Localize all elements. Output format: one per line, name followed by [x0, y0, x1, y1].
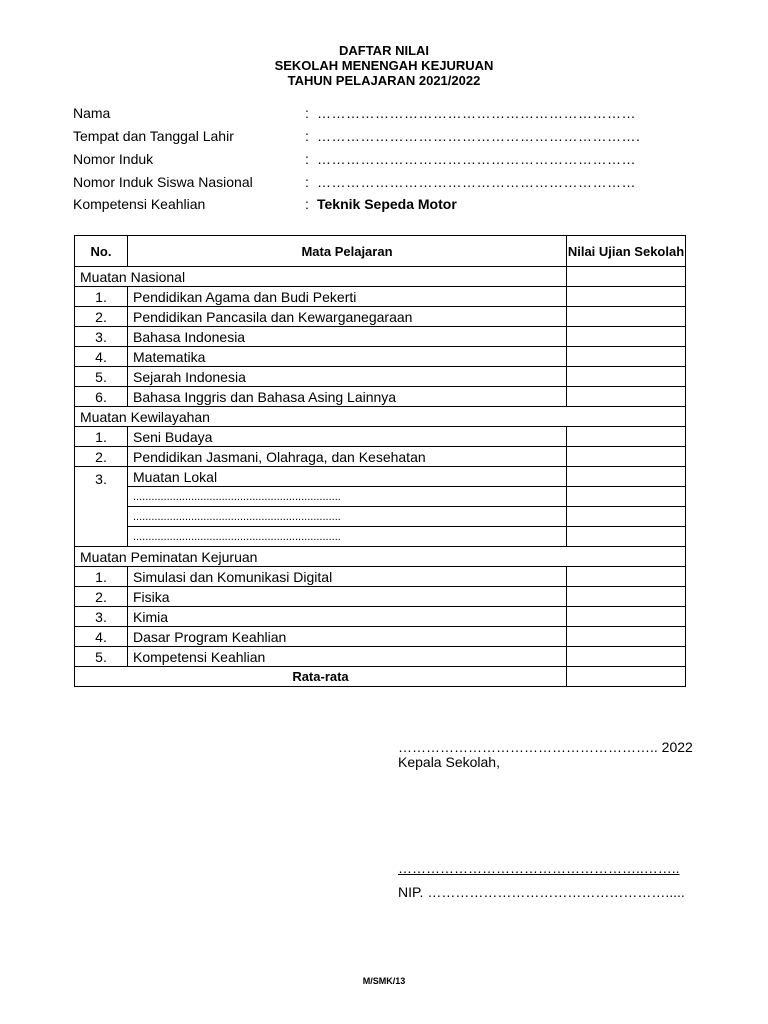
subject-name: Sejarah Indonesia — [128, 367, 567, 387]
row-number: 4. — [75, 347, 128, 367]
row-number: 3. — [75, 327, 128, 347]
table-row — [75, 387, 686, 407]
score-cell[interactable] — [567, 507, 686, 527]
header-subject: Mata Pelajaran — [128, 236, 567, 267]
row-number: 1. — [75, 567, 128, 587]
document-subtitle-school: SEKOLAH MENENGAH KEJURUAN — [274, 58, 494, 73]
score-cell[interactable] — [567, 347, 686, 367]
score-cell[interactable] — [567, 647, 686, 667]
subject-name: Pendidikan Pancasila dan Kewarganegaraan — [128, 307, 567, 327]
score-cell[interactable] — [567, 587, 686, 607]
table-row — [75, 467, 686, 487]
subject-name: Kompetensi Keahlian — [128, 647, 567, 667]
table-row — [75, 447, 686, 467]
row-number: 4. — [75, 627, 128, 647]
grades-table — [74, 235, 686, 687]
info-colon: : — [305, 151, 309, 167]
info-value: ………………………………………………………… — [317, 151, 636, 167]
average-label: Rata-rata — [75, 667, 567, 687]
info-value: Teknik Sepeda Motor — [317, 196, 457, 212]
row-number: 3. — [75, 607, 128, 627]
info-label: Nama — [73, 105, 111, 121]
signature-role: Kepala Sekolah, — [398, 754, 500, 770]
local-subject-blank[interactable]: .................................................................... — [128, 487, 567, 507]
subject-name: Kimia — [128, 607, 567, 627]
section-title: Muatan Kewilayahan — [75, 407, 686, 427]
row-number: 5. — [75, 647, 128, 667]
subject-name: Matematika — [128, 347, 567, 367]
form-code: M/SMK/13 — [362, 976, 406, 986]
score-cell[interactable] — [567, 527, 686, 547]
section-row — [75, 407, 686, 427]
score-cell[interactable] — [567, 467, 686, 487]
row-number: 1. — [75, 287, 128, 307]
average-row — [75, 667, 686, 687]
score-cell[interactable] — [567, 307, 686, 327]
row-number: 3. — [75, 467, 128, 547]
subject-name: Fisika — [128, 587, 567, 607]
signature-date: ……………………………………………….. 2022 — [398, 739, 693, 755]
row-number: 1. — [75, 427, 128, 447]
row-number: 6. — [75, 387, 128, 407]
subject-name: Seni Budaya — [128, 427, 567, 447]
table-header-row — [75, 236, 686, 267]
info-value: ………………………………………………………… — [317, 174, 636, 190]
score-cell[interactable] — [567, 447, 686, 467]
score-cell[interactable] — [567, 607, 686, 627]
table-row — [75, 287, 686, 307]
table-row — [75, 587, 686, 607]
info-colon: : — [305, 196, 309, 212]
info-label: Tempat dan Tanggal Lahir — [73, 128, 234, 144]
info-colon: : — [305, 174, 309, 190]
local-subject-blank[interactable]: .................................................................... — [128, 507, 567, 527]
info-value: …………………………………………………………. — [317, 128, 641, 144]
table-row — [75, 527, 686, 547]
document-subtitle-year: TAHUN PELAJARAN 2021/2022 — [287, 73, 481, 88]
info-label: Kompetensi Keahlian — [73, 196, 206, 212]
average-score-cell[interactable] — [567, 667, 686, 687]
signature-name-line: ……………………………………………..…….. — [398, 860, 680, 876]
document-title: DAFTAR NILAI — [338, 43, 430, 58]
local-subject-blank[interactable]: .................................................................... — [128, 527, 567, 547]
info-colon: : — [305, 105, 309, 121]
section-title: Muatan Nasional — [75, 267, 567, 287]
table-row — [75, 607, 686, 627]
subject-name: Bahasa Inggris dan Bahasa Asing Lainnya — [128, 387, 567, 407]
info-colon: : — [305, 128, 309, 144]
score-cell[interactable] — [567, 487, 686, 507]
table-row — [75, 487, 686, 507]
table-row — [75, 627, 686, 647]
subject-name: Pendidikan Jasmani, Olahraga, dan Kesehatan — [128, 447, 567, 467]
score-cell[interactable] — [567, 367, 686, 387]
table-row — [75, 367, 686, 387]
section-title: Muatan Peminatan Kejuruan — [75, 547, 686, 567]
table-row — [75, 427, 686, 447]
score-cell[interactable] — [567, 627, 686, 647]
row-number: 2. — [75, 447, 128, 467]
signature-nip: NIP. ……………………………………………..... — [398, 884, 685, 900]
row-number: 2. — [75, 307, 128, 327]
score-cell[interactable] — [567, 287, 686, 307]
header-no: No. — [75, 236, 128, 267]
row-number: 5. — [75, 367, 128, 387]
table-row — [75, 567, 686, 587]
subject-name: Bahasa Indonesia — [128, 327, 567, 347]
score-cell[interactable] — [567, 567, 686, 587]
score-cell[interactable] — [567, 387, 686, 407]
subject-name: Muatan Lokal — [128, 467, 567, 487]
info-value: ………………………………………………………… — [317, 105, 636, 121]
score-cell[interactable] — [567, 327, 686, 347]
section-row — [75, 547, 686, 567]
info-label: Nomor Induk Siswa Nasional — [73, 174, 253, 190]
subject-name: Dasar Program Keahlian — [128, 627, 567, 647]
header-score: Nilai Ujian Sekolah — [567, 236, 686, 267]
subject-name: Simulasi dan Komunikasi Digital — [128, 567, 567, 587]
table-row — [75, 307, 686, 327]
info-label: Nomor Induk — [73, 151, 154, 167]
table-row — [75, 347, 686, 367]
table-row — [75, 507, 686, 527]
row-number: 2. — [75, 587, 128, 607]
table-row — [75, 647, 686, 667]
section-row — [75, 267, 686, 287]
score-cell[interactable] — [567, 427, 686, 447]
table-row — [75, 327, 686, 347]
score-cell[interactable] — [567, 267, 686, 287]
subject-name: Pendidikan Agama dan Budi Pekerti — [128, 287, 567, 307]
